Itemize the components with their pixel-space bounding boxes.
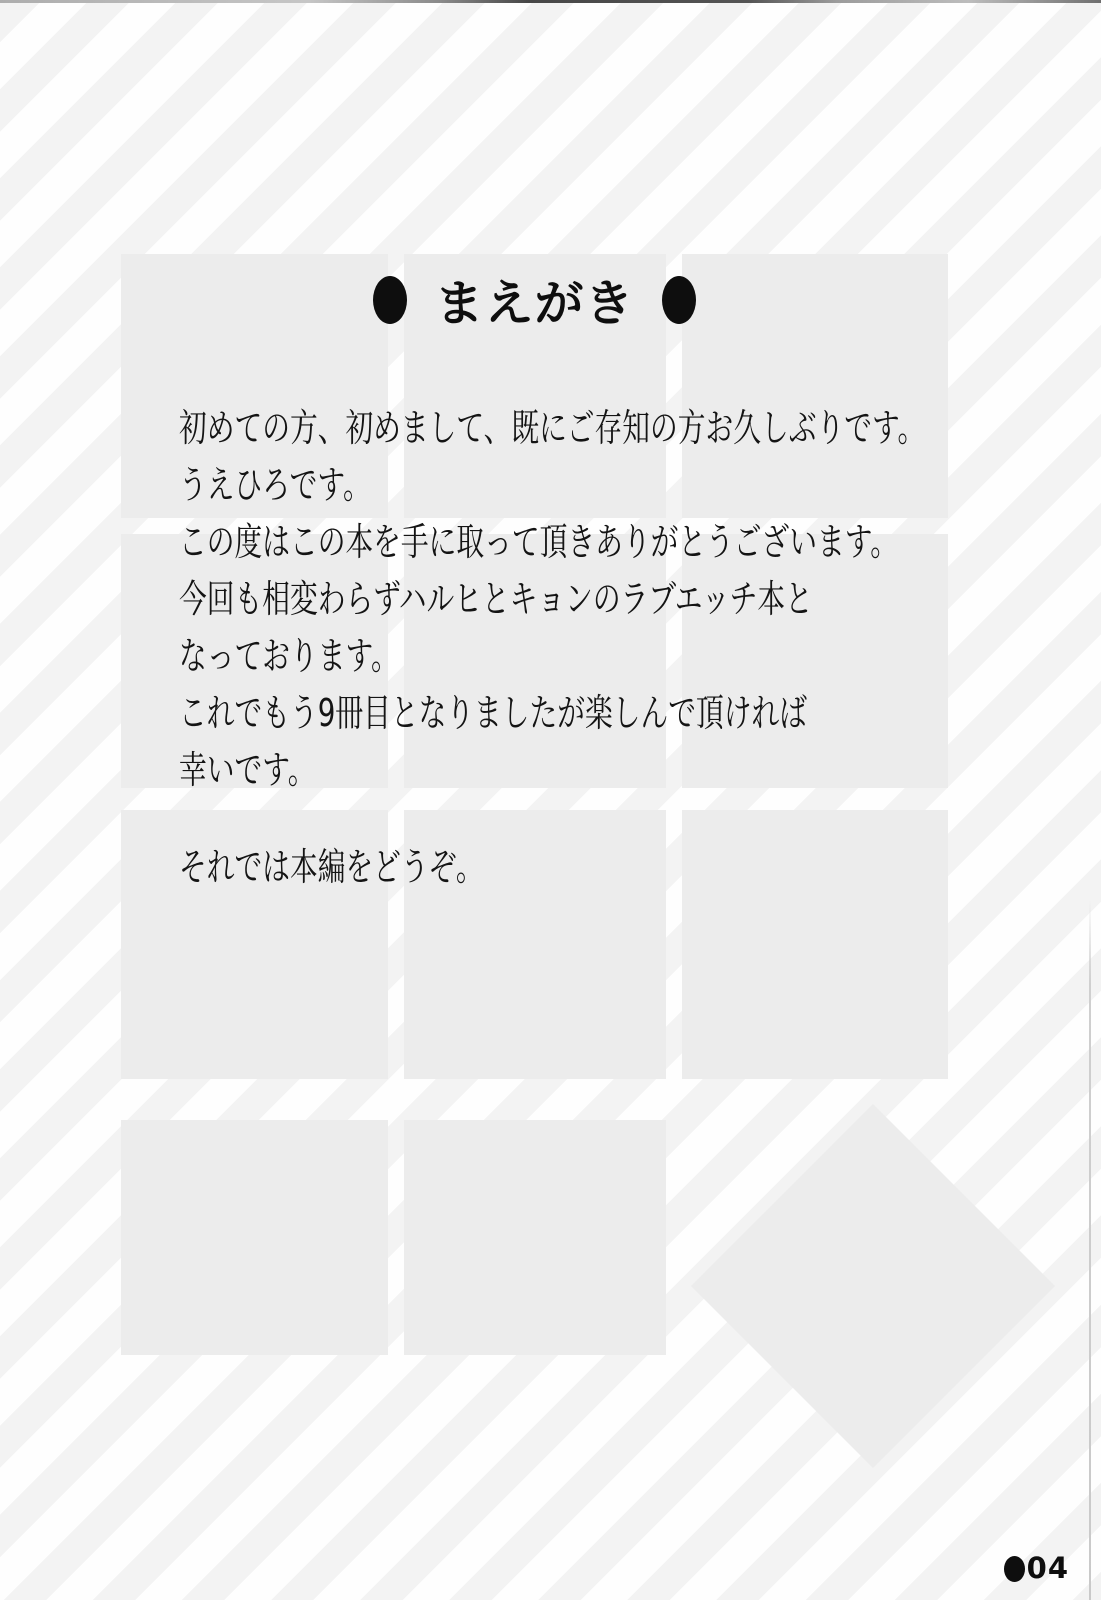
body-line: うえひろです。: [179, 463, 371, 507]
body-line: この度はこの本を手に取って頂きありがとうございます。: [179, 520, 899, 564]
bg-square: [404, 1120, 666, 1355]
body-line: 幸いです。: [179, 748, 316, 792]
bg-square: [682, 810, 948, 1079]
body-line: これでもう9冊目となりましたが楽しんで頂ければ: [179, 691, 807, 735]
bullet-icon: [1004, 1556, 1025, 1582]
right-edge-scan-line: [1089, 900, 1091, 1600]
bg-square: [121, 1120, 388, 1355]
page-top-edge-line: [0, 0, 1101, 3]
preface-title-row: [121, 268, 948, 332]
preface-title: まえがき: [434, 275, 635, 332]
body-line: 初めての方、初めまして、既にご存知の方お久しぶりです。: [179, 406, 926, 450]
closing-line-block: [179, 839, 484, 896]
bullet-icon: [373, 276, 407, 324]
page-number-value: 04: [1026, 1551, 1069, 1585]
page-number: [1004, 1551, 1069, 1585]
closing-line: それでは本編をどうぞ。: [179, 845, 484, 889]
diamond-icon: [691, 1104, 1055, 1468]
preface-body: [179, 400, 925, 799]
body-line: なっております。: [179, 634, 399, 678]
body-line: 今回も相変わらずハルヒとキョンのラブエッチ本と: [179, 577, 813, 621]
bullet-icon: [662, 276, 696, 324]
